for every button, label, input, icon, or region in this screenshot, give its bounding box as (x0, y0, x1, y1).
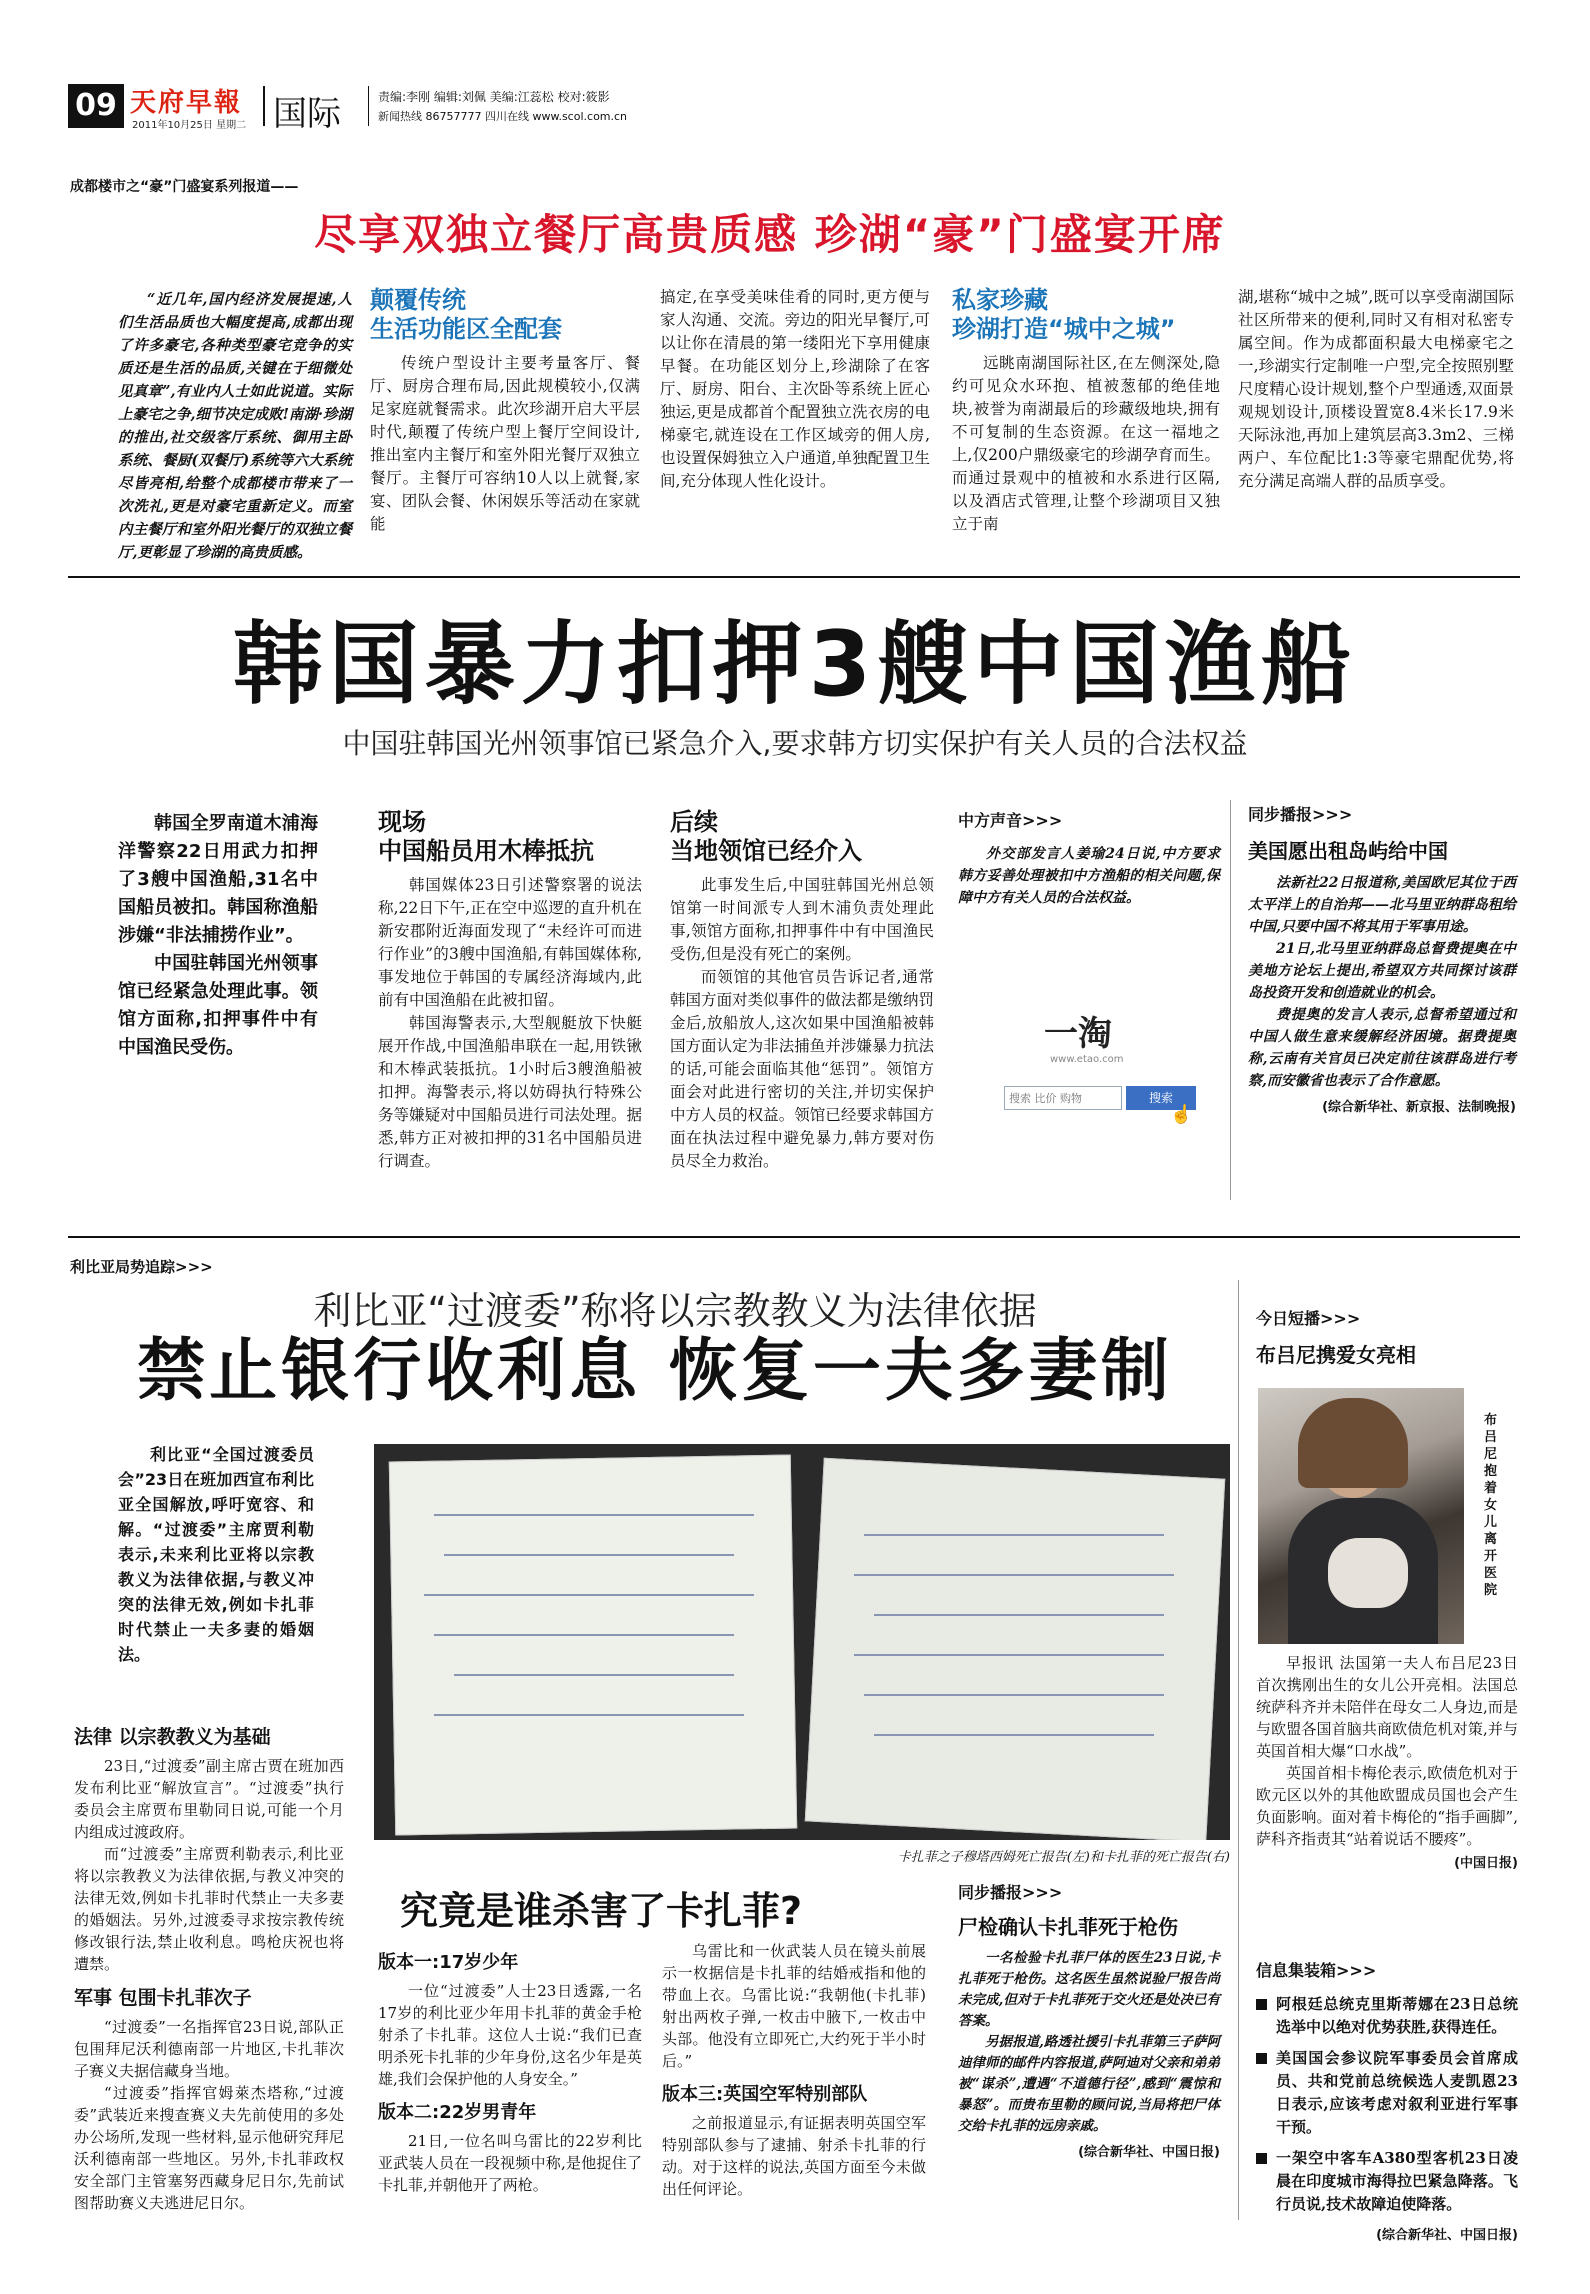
info-item-text: 一架空中客车A380型客机23日凌晨在印度城市海得拉巴紧急降落。飞行员说,技术故障迫使降落。 (1276, 2149, 1518, 2213)
libya-deck: 利比亚“过渡委”称将以宗教教义为法律依据 (313, 1289, 1037, 1333)
promo-column-5 (1238, 286, 1514, 493)
info-box (1256, 1958, 1518, 2243)
short-news-credit: (中国日报) (1454, 1856, 1518, 1871)
killer-headline: 究竟是谁杀害了卡扎菲? (400, 1889, 803, 1933)
etao-search-input[interactable] (1004, 1086, 1122, 1110)
etao-ad (1000, 1006, 1210, 1146)
autopsy-title: 尸检确认卡扎菲死于枪伤 (958, 1915, 1178, 1939)
sync-news-tag: 同步播报>>> (1248, 805, 1353, 824)
version-2-cont: 乌雷比和一伙武装人员在镜头前展示一枚据信是卡扎菲的结婚戒指和他的带血上衣。乌雷比说:“我朝他(卡扎菲)射出两枚子弹,一枚击中腋下,一枚击中头部。他没有立即死亡,大约死于半小时后。” (662, 1942, 926, 2070)
info-credit: (综合新华社、中国日报) (1376, 2228, 1518, 2243)
libya-tag: 利比亚局势追踪>>> (70, 1258, 213, 1276)
sync-news-box (1248, 802, 1516, 1115)
info-item-text: 阿根廷总统克里斯蒂娜在23日总统选举中以绝对优势获胜,获得连任。 (1276, 1995, 1518, 2036)
promo-column-2 (370, 286, 640, 536)
info-item-text: 美国国会参议院军事委员会首席成员、共和党前总统候选人麦凯恩23日表示,应该考虑对叙利亚进行军事干预。 (1276, 2049, 1518, 2136)
korea-col-b-p2: 而领馆的其他官员告诉记者,通常韩国方面对类似事件的做法都是缴纳罚金后,放船放人,这次如果中国渔船被韩国方面认定为非法捕鱼并涉嫌暴力抗法的话,可能会面临其他“惩罚”。领馆方面会对此进行密切的关注,并切实保护中方人员的权益。领馆已经要求韩国方面在执法过程中避免暴力,韩方要对伤员尽全力救治。 (670, 968, 934, 1170)
promo-column-4 (952, 286, 1220, 536)
korea-headline: 韩国暴力扣押3艘中国渔船 (232, 612, 1358, 717)
version-2-text: 21日,一位名叫乌雷比的22岁利比亚武装人员在一段视频中称,是他捉住了卡扎菲,并朝他开了两枪。 (378, 2132, 642, 2194)
page-header (68, 82, 1518, 137)
military-subhead: 军事 包围卡扎菲次子 (74, 1987, 252, 2009)
korea-col-b-p1: 此事发生后,中国驻韩国光州总领馆第一时间派专人到木浦负责处理此事,领馆方面称,扣押事件中有中国渔民受伤,但是没有死亡的案例。 (670, 876, 934, 963)
autopsy-p1: 一名检验卡扎菲尸体的医生23日说,卡扎菲死于枪伤。这名医生虽然说验尸报告尚未完成,但对于卡扎菲死于交火还是处决已有答案。 (958, 1950, 1220, 2029)
promo-col2-text: 传统户型设计主要考量客厅、餐厅、厨房合理布局,因此规模较小,仅满足家庭就餐需求。此次珍湖开启大平层时代,颠覆了传统户型上餐厅空间设计,推出室内主餐厅和室外阳光餐厅双独立餐厅。主餐厅可容纳10人以上就餐,家宴、团队会餐、休闲娱乐等活动在家就能 (370, 354, 640, 533)
issue-date: 2011年10月25日 星期二 (132, 120, 247, 131)
short-news-title: 布吕尼携爱女亮相 (1256, 1343, 1416, 1367)
mil-p2: “过渡委”指挥官姆萊杰塔称,“过渡委”武装近来搜查赛义夫先前使用的多处办公场所,发现一些材料,显示他研究拜尼沃利德南部一些地区。另外,卡扎菲政权安全部门主管塞努西藏身尼日尔,先前试图帮助赛义夫逃进尼日尔。 (74, 2084, 344, 2212)
info-item (1256, 1993, 1518, 2039)
info-item (1256, 2047, 1518, 2139)
autopsy-tag: 同步播报>>> (958, 1883, 1063, 1902)
sync-news-p1: 法新社22日报道称,美国欧尼其位于西太平洋上的自治邦——北马里亚纳群岛租给中国,只要中国不将其用于军事用途。 (1248, 875, 1516, 935)
short-news-box (1256, 1306, 1518, 1368)
korea-column-a (378, 808, 642, 1173)
version-column-2 (662, 1940, 926, 2200)
promo-sub-3: 私家珍藏 (952, 286, 1048, 314)
vertical-rule-sidebar (1238, 1280, 1239, 2220)
china-voice-box (958, 808, 1220, 909)
report-document-right (805, 1458, 1225, 1840)
report-document-left (389, 1455, 797, 1836)
korea-sub-a2: 中国船员用木棒抵抗 (378, 837, 594, 865)
version-1-subhead: 版本一:17岁少年 (378, 1952, 519, 1973)
korea-sub-b2: 当地领馆已经介入 (670, 837, 862, 865)
bullet-icon (1256, 2153, 1267, 2164)
short-news-tag: 今日短播>>> (1256, 1309, 1361, 1328)
version-2-subhead: 版本二:22岁男青年 (378, 2102, 537, 2123)
korea-lead (118, 810, 318, 1062)
promo-sub-4: 珍湖打造“城中之城” (952, 315, 1176, 343)
libya-lead (118, 1442, 314, 1667)
death-reports-photo (374, 1444, 1230, 1840)
promo-intro-text: “近几年,国内经济发展提速,人们生活品质也大幅度提高,成都出现了许多豪宅,各种类型豪宅竞争的实质还是生活的品质,关键在于细微处见真章”,有业内人士如此说道。实际上豪宅之争,细节决定成败!南湖·珍湖的推出,社交级客厅系统、御用主卧系统、餐厨(双餐厅)系统等六大系统尽皆亮相,给整个成都楼市带来了一次洗礼,更是对豪宅重新定义。而室内主餐厅和室外阳光餐厅的双独立餐厅,更彰显了珍湖的高贵质感。 (118, 291, 352, 561)
cursor-icon: ☝ (1170, 1104, 1193, 1125)
bruni-photo (1258, 1388, 1464, 1644)
short-news-p2: 英国首相卡梅伦表示,欧债危机对于欧元区以外的其他欧盟成员国也会产生负面影响。面对着卡梅伦的“指手画脚”,萨科齐指责其“站着说话不腰疼”。 (1256, 1764, 1518, 1848)
law-subhead: 法律 以宗教教义为基础 (74, 1726, 271, 1748)
korea-lead-2: 中国驻韩国光州领事馆已经紧急处理此事。领馆方面称,扣押事件中有中国渔民受伤。 (118, 953, 318, 1058)
bruni-photo-caption: 布吕尼抱着女儿离开医院 (1484, 1413, 1498, 1598)
libya-headline: 禁止银行收利息 恢复一夫多妻制 (137, 1332, 1173, 1411)
page-number: 09 (68, 84, 124, 128)
korea-column-b (670, 808, 934, 1173)
promo-headline: 尽享双独立餐厅高贵质感 珍湖“豪”门盛宴开席 (314, 210, 1226, 259)
version-1-text: 一位“过渡委”人士23日透露,一名17岁的利比亚少年用卡扎菲的黄金手枪射杀了卡扎菲。这位人士说:“我们已查明杀死卡扎菲的少年身份,这名少年是英雄,我们会保护他的人身安全。” (378, 1982, 642, 2088)
libya-lead-text: 利比亚“全国过渡委员会”23日在班加西宣布利比亚全国解放,呼吁宽容、和解。“过渡委”主席贾利勒表示,未来利比亚将以宗教教义为法律依据,与教义冲突的法律无效,例如卡扎菲时代禁止一夫多妻的婚姻法。 (118, 1445, 314, 1664)
libya-law-column (74, 1722, 344, 2214)
version-3-subhead: 版本三:英国空军特别部队 (662, 2084, 868, 2105)
sync-news-p2: 21日,北马里亚纳群岛总督费提奥在中美地方论坛上提出,希望双方共同探讨该群岛投资开发和创造就业的机会。 (1248, 941, 1516, 1001)
promo-column-3 (660, 286, 930, 493)
section-divider-1 (68, 576, 1520, 578)
promo-col4-text: 远眺南湖国际社区,在左侧深处,隐约可见众水环抱、植被葱郁的绝佳地块,被誉为南湖最后的珍藏级地块,拥有不可复制的生态资源。在这一福地之上,仅200户鼎级豪宅的珍湖孕育而生。而通过景观中的植被和水系进行区隔,以及酒店式管理,让整个珍湖项目又独立于南 (952, 354, 1220, 533)
etao-url: www.etao.com (1050, 1054, 1124, 1065)
bullet-icon (1256, 1999, 1267, 2010)
version-3-text: 之前报道显示,有证据表明英国空军特别部队参与了逮捕、射杀卡扎菲的行动。对于这样的说法,英国方面至今未做出任何评论。 (662, 2114, 926, 2198)
korea-sub-a1: 现场 (378, 808, 426, 836)
korea-deck: 中国驻韩国光州领事馆已紧急介入,要求韩方切实保护有关人员的合法权益 (342, 727, 1248, 760)
promo-col3-text: 搞定,在享受美味佳肴的同时,更方便与家人沟通、交流。旁边的阳光早餐厅,可以让你在清晨的第一缕阳光下享用健康早餐。在功能区划分上,珍湖除了在客厅、厨房、阳台、主次卧等系统上匠心独运,更是成都首个配置独立洗衣房的电梯豪宅,就连设在工作区域旁的佣人房,也设置保姆独立入户通道,单独配置卫生间,充分体现人性化设计。 (660, 288, 930, 490)
korea-col-a-p2: 韩国海警表示,大型舰艇放下快艇展开作战,中国渔船串联在一起,用铁锹和木棒武装抵抗。1小时后3艘渔船被扣押。海警表示,将以妨碍执行特殊公务等嫌疑对中国船员进行司法处理。据悉,韩方正对被扣押的31名中国船员进行调查。 (378, 1014, 642, 1170)
header-divider (263, 86, 265, 126)
section-divider-2 (68, 1236, 1520, 1238)
bullet-icon (1256, 2053, 1267, 2064)
short-news-p1: 早报讯 法国第一夫人布吕尼23日首次携刚出生的女儿公开亮相。法国总统萨科齐并未陪伴在母女二人身边,而是与欧盟各国首脑共商欧债危机对策,并与英国首相大爆“口水战”。 (1256, 1654, 1518, 1760)
china-voice-text: 外交部发言人姜瑜24日说,中方要求韩方妥善处理被扣中方渔船的相关问题,保障中方有关人员的合法权益。 (958, 846, 1220, 906)
china-voice-tag: 中方声音>>> (958, 811, 1063, 830)
korea-lead-1: 韩国全罗南道木浦海洋警察22日用武力扣押了3艘中国渔船,31名中国船员被扣。韩国称渔船涉嫌“非法捕捞作业”。 (118, 813, 318, 946)
etao-search-button[interactable]: 搜索 (1126, 1086, 1196, 1110)
info-tag: 信息集装箱>>> (1256, 1961, 1377, 1980)
mil-p1: “过渡委”一名指挥官23日说,部队正包围拜尼沃利德南部一片地区,卡扎菲次子赛义夫据信藏身当地。 (74, 2018, 344, 2080)
sync-news-title: 美国愿出租岛屿给中国 (1248, 839, 1448, 863)
sync-news-credit: (综合新华社、新京报、法制晚报) (1322, 1100, 1516, 1115)
news-hotline: 新闻热线 86757777 四川在线 www.scol.com.cn (378, 110, 628, 123)
korea-sub-b1: 后续 (670, 808, 718, 836)
korea-col-a-p1: 韩国媒体23日引述警察署的说法称,22日下午,正在空中巡逻的直升机在新安郡附近海面发现了“未经许可而进行作业”的3艘中国渔船,有韩国媒体称,事发地位于韩国的专属经济海域内,此前有中国渔船在此被扣留。 (378, 876, 642, 1009)
law-p2: 而“过渡委”主席贾利勒表示,利比亚将以宗教教义为法律依据,与教义冲突的法律无效,例如卡扎菲时代禁止一夫多妻的婚姻法。另外,过渡委寻求按宗教传统修改银行法,禁止收利息。鸣枪庆祝也将遭禁。 (74, 1845, 344, 1973)
editorial-staff: 责编:李刚 编辑:刘佩 美编:江蕊松 校对:筱影 (378, 90, 610, 104)
autopsy-box (958, 1880, 1220, 2160)
photo-caption: 卡扎菲之子穆塔西姆死亡报告(左)和卡扎菲的死亡报告(右) (897, 1850, 1230, 1865)
section-name: 国际 (273, 94, 341, 134)
promo-col5-text: 湖,堪称“城中之城”,既可以享受南湖国际社区所带来的便利,同时又有相对私密专属空间。作为成都面积最大电梯豪宅之一,珍湖实行定制唯一户型,完全按照别墅尺度精心设计规划,整个户型通透,双面景观规划设计,顶楼设置宽8.4米长17.9米天际泳池,再加上建筑层高3.3m2、三梯两户、车位配比1:3等豪宅鼎配优势,将充分满足高端人群的品质享受。 (1238, 288, 1514, 490)
header-divider-2 (368, 86, 369, 126)
etao-logo: 一淘 (1044, 1014, 1112, 1054)
law-p1: 23日,“过渡委”副主席古贾在班加西发布利比亚“解放宣言”。“过渡委”执行委员会主席贾布里勒同日说,可能一个月内组成过渡政府。 (74, 1757, 344, 1841)
short-news-body (1256, 1652, 1518, 1871)
promo-sub-1: 颠覆传统 (370, 286, 466, 314)
info-item (1256, 2147, 1518, 2216)
newspaper-logo: 天府早報 (130, 88, 243, 118)
promo-sub-2: 生活功能区全配套 (370, 315, 562, 343)
version-column-1 (378, 1948, 642, 2196)
promo-intro (118, 288, 352, 564)
autopsy-p2: 另据报道,路透社援引卡扎菲第三子萨阿迪律师的邮件内容报道,萨阿迪对父亲和弟弟被“谋杀”,遭遇“不道德行径”,感到“震惊和暴怒”。而贵布里勒的顾问说,当局将把尸体交给卡扎菲的远房亲戚。 (958, 2034, 1220, 2134)
promo-series-label: 成都楼市之“豪”门盛宴系列报道—— (70, 179, 299, 195)
sync-news-p3: 费提奥的发言人表示,总督希望通过和中国人做生意来缓解经济困境。据费提奥称,云南有关官员已决定前往该群岛进行考察,而安徽省也表示了合作意愿。 (1248, 1007, 1516, 1089)
vertical-rule-korea (1230, 800, 1231, 1200)
autopsy-credit: (综合新华社、中国日报) (1078, 2145, 1220, 2160)
